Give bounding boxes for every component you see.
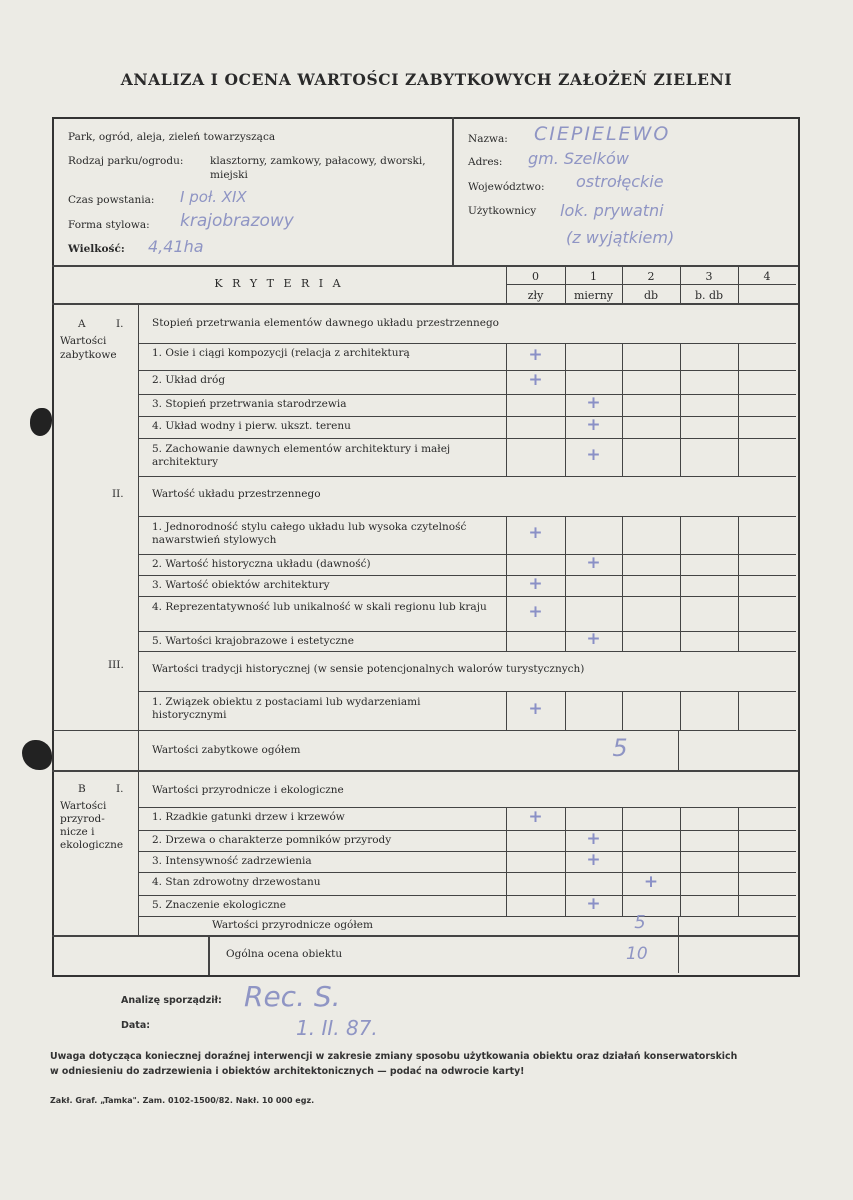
- intervention-note-line-2: w odniesieniu do zadrzewienia i obiektów architektonicznych — podać na odwrocie karty!: [50, 1066, 525, 1077]
- section-b-letter: B: [78, 783, 86, 795]
- item-a2-2-mark: +: [586, 552, 601, 573]
- intervention-note-line-1: Uwaga dotycząca koniecznej doraźnej interwencji w zakresie zmiany sposobu użytkowania obiektu oraz działań konserwatorskich: [50, 1051, 738, 1062]
- item-a1-2: 2. Układ dróg: [152, 374, 226, 386]
- overall-value: 10: [626, 944, 648, 964]
- total-b-value: 5: [634, 912, 646, 933]
- size-value: 4,41ha: [148, 237, 204, 256]
- item-a3-1-mark: +: [528, 698, 543, 719]
- score-label-3: b. db: [694, 289, 724, 302]
- item-a1-4: 4. Układ wodny i pierw. ukszt. terenu: [152, 420, 351, 432]
- item-a1-1-mark: +: [528, 344, 543, 365]
- users-value: lok. prywatni: [560, 201, 664, 220]
- item-b1-4: 4. Stan zdrowotny drzewostanu: [152, 876, 321, 888]
- total-a-label: Wartości zabytkowe ogółem: [152, 744, 301, 756]
- item-b1-5-mark: +: [586, 893, 601, 914]
- section-a-letter: A: [78, 318, 86, 330]
- criteria-header: K R Y T E R I A: [214, 277, 344, 290]
- item-a3-1: 1. Związek obiektu z postaciami lub wydarzeniami historycznymi: [152, 696, 421, 721]
- item-a1-4-mark: +: [586, 415, 601, 435]
- type-label: Rodzaj parku/ogrodu:: [68, 155, 184, 167]
- item-a1-1: 1. Osie i ciągi kompozycji (relacja z architekturą: [152, 347, 410, 359]
- section-a-numeral-1: I.: [116, 318, 124, 330]
- users-value-2: (z wyjątkiem): [566, 228, 675, 247]
- time-value: I poł. XIX: [180, 188, 247, 206]
- overall-label: Ogólna ocena obiektu: [226, 948, 343, 960]
- score-label-0: zły: [527, 289, 544, 302]
- score-2: 2: [647, 270, 655, 283]
- section-a-numeral-2: II.: [112, 488, 124, 500]
- section-b-name: Wartości przyrod- nicze i ekologiczne: [60, 800, 124, 851]
- item-b1-3: 3. Intensywność zadrzewienia: [152, 855, 312, 867]
- form-title: ANALIZA I OCENA WARTOŚCI ZABYTKOWYCH ZAŁOŻEŃ ZIELENI: [120, 70, 733, 89]
- item-b1-2-mark: +: [586, 828, 601, 849]
- section-a-name: Wartości zabytkowe: [60, 335, 117, 361]
- item-a1-5-mark: +: [586, 445, 601, 465]
- item-a1-3: 3. Stopień przetrwania starodrzewia: [152, 398, 347, 410]
- voivodeship-label: Województwo:: [468, 181, 545, 193]
- item-a2-4-mark: +: [528, 601, 543, 622]
- address-value: gm. Szelków: [528, 149, 629, 168]
- type-options-2: miejski: [210, 169, 248, 181]
- score-label-2: db: [643, 289, 659, 302]
- total-a-value: 5: [612, 734, 628, 762]
- style-label: Forma stylowa:: [68, 219, 150, 231]
- item-a2-3: 3. Wartość obiektów architektury: [152, 579, 330, 591]
- score-3: 3: [705, 270, 713, 283]
- item-a2-3-mark: +: [528, 573, 543, 594]
- name-value: CIEPIELEWO: [534, 123, 671, 145]
- author-signature: Rec. S.: [244, 980, 341, 1013]
- item-a2-5: 5. Wartości krajobrazowe i estetyczne: [152, 635, 354, 647]
- voivodeship-value: ostrołęckie: [576, 172, 664, 191]
- item-a1-5: 5. Zachowanie dawnych elementów architektury i małej architektury: [152, 443, 451, 468]
- item-b1-1: 1. Rzadkie gatunki drzew i krzewów: [152, 811, 345, 823]
- item-a2-5-mark: +: [586, 629, 601, 649]
- item-b1-3-mark: +: [586, 849, 601, 870]
- item-a2-1: 1. Jednorodność stylu całego układu lub wysoka czytelność nawarstwień stylowych: [152, 521, 467, 546]
- section-b-numeral-1: I.: [116, 783, 124, 795]
- item-b1-4-mark: +: [643, 871, 659, 892]
- size-label: Wielkość:: [68, 243, 125, 255]
- users-label: Użytkownicy: [468, 205, 537, 217]
- address-label: Adres:: [468, 156, 503, 168]
- score-4: 4: [763, 270, 771, 283]
- score-0: 0: [532, 270, 539, 283]
- score-1: 1: [590, 270, 597, 283]
- section-a-numeral-3: III.: [108, 659, 124, 671]
- item-b1-1-mark: +: [528, 806, 543, 827]
- item-a2-4: 4. Reprezentatywność lub unikalność w skali regionu lub kraju: [152, 601, 487, 613]
- printer-info: Zakł. Graf. „Tamka". Zam. 0102-1500/82. Nakł. 10 000 egz.: [50, 1096, 315, 1105]
- time-label: Czas powstania:: [68, 194, 155, 206]
- group-b1-title: Wartości przyrodnicze i ekologiczne: [152, 784, 344, 796]
- author-label: Analizę sporządził:: [121, 995, 222, 1006]
- item-a1-2-mark: +: [528, 370, 543, 390]
- group-a1-title: Stopień przetrwania elementów dawnego układu przestrzennego: [152, 317, 499, 329]
- ink-blot: [30, 408, 52, 436]
- item-b1-5: 5. Znaczenie ekologiczne: [152, 899, 287, 911]
- group-a2-title: Wartość układu przestrzennego: [152, 488, 321, 500]
- style-value: krajobrazowy: [180, 211, 294, 231]
- total-b-label: Wartości przyrodnicze ogółem: [212, 919, 373, 931]
- type-options: klasztorny, zamkowy, pałacowy, dworski,: [210, 155, 426, 167]
- name-label: Nazwa:: [468, 133, 508, 145]
- date-label: Data:: [121, 1020, 151, 1031]
- park-label: Park, ogród, aleja, zieleń towarzysząca: [68, 131, 276, 143]
- item-b1-2: 2. Drzewa o charakterze pomników przyrody: [152, 834, 392, 846]
- item-a2-1-mark: +: [528, 523, 543, 543]
- date-value: 1. II. 87.: [296, 1016, 378, 1040]
- group-a3-title: Wartości tradycji historycznej (w sensie potencjonalnych walorów turystycznych): [152, 663, 585, 675]
- item-a1-3-mark: +: [586, 393, 601, 413]
- score-label-1: mierny: [573, 289, 613, 302]
- ink-blot: [22, 740, 52, 770]
- item-a2-2: 2. Wartość historyczna układu (dawność): [152, 558, 371, 570]
